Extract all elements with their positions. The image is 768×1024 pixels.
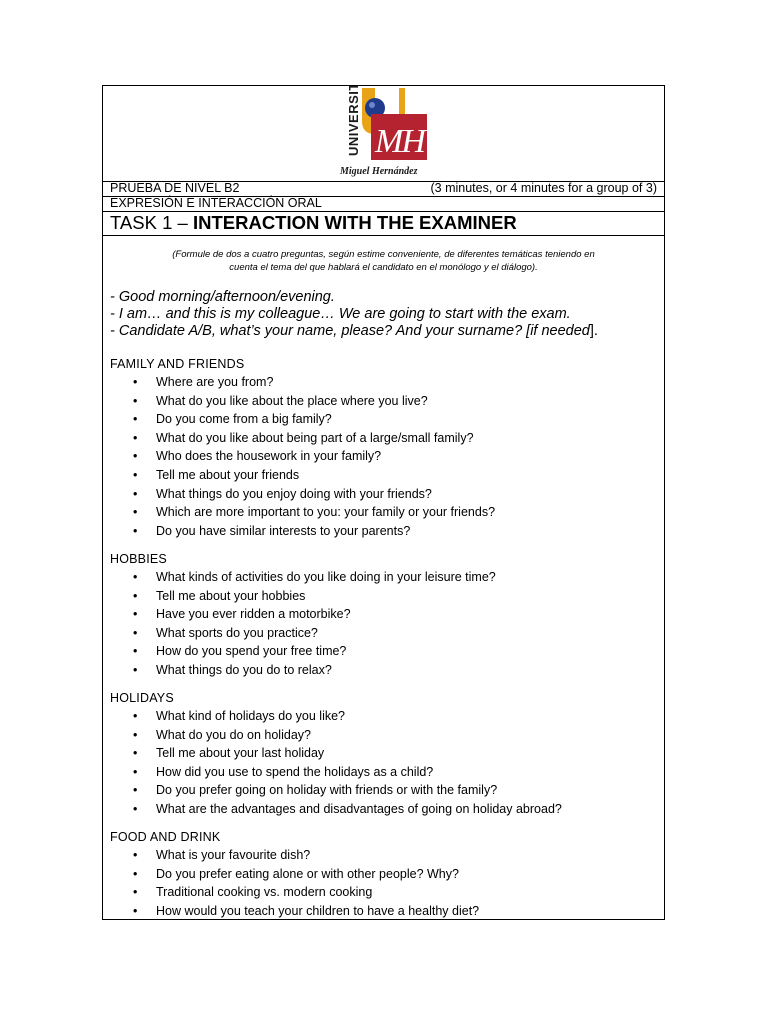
bullet: • (133, 801, 138, 816)
bullet: • (133, 523, 138, 538)
instructions-line-2: cuenta el tema del que hablará el candidato en el monólogo y el diálogo). (229, 262, 538, 273)
question-item (110, 763, 660, 782)
question-text: Where are you from? (156, 375, 274, 389)
greeting-line-3-main: - Candidate A/B, what’s your name, please? And your surname? [ (110, 323, 531, 339)
greeting-line-3-note: if needed (530, 323, 590, 339)
bullet: • (133, 746, 138, 761)
bullet: • (133, 449, 138, 464)
section-holidays (110, 689, 660, 819)
bullet: • (133, 588, 138, 603)
bullet: • (133, 625, 138, 640)
question-text: Have you ever ridden a motorbike? (156, 607, 351, 622)
logo-monogram: MH (375, 123, 424, 160)
question-list (110, 846, 660, 920)
level-row (103, 181, 664, 196)
question-item (110, 485, 660, 504)
bullet: • (133, 486, 138, 501)
question-item (110, 429, 660, 448)
question-text: How do you spend your free time? (156, 644, 347, 659)
level-label: PRUEBA DE NIVEL B2 (110, 181, 240, 195)
question-item (110, 781, 660, 800)
question-item (110, 744, 660, 763)
question-item (110, 373, 660, 392)
question-item (110, 587, 660, 606)
bullet: • (133, 662, 138, 677)
question-text: What do you like about being part of a large/small family? (156, 430, 474, 445)
bullet: • (133, 709, 138, 723)
bullet: • (133, 848, 138, 862)
question-text: Do you prefer eating alone or with other people? Why? (156, 866, 459, 881)
logo-vertical-text: UNIVERSITAS (346, 86, 361, 156)
question-text: What kinds of activities do you like doing in your leisure time? (156, 570, 496, 584)
section-label: EXPRESIÓN E INTERACCIÓN ORAL (110, 196, 322, 210)
bullet: • (133, 644, 138, 659)
question-item (110, 865, 660, 884)
logo-caption: Miguel Hernández (340, 166, 418, 177)
question-item (110, 503, 660, 522)
section-hobbies (110, 550, 660, 680)
question-item (110, 447, 660, 466)
question-text: What do you like about the place where you live? (156, 393, 428, 408)
section-title: FOOD AND DRINK (110, 830, 221, 844)
question-item (110, 522, 660, 541)
bullet: • (133, 764, 138, 779)
bullet: • (133, 505, 138, 520)
question-item (110, 883, 660, 902)
question-text: What sports do you practice? (156, 625, 318, 640)
bullet: • (133, 783, 138, 798)
question-text: Tell me about your last holiday (156, 746, 325, 761)
question-item (110, 707, 660, 726)
question-text: Traditional cooking vs. modern cooking (156, 885, 373, 900)
question-text: What is your favourite dish? (156, 848, 311, 862)
section-food (110, 828, 660, 920)
greeting-line-3 (110, 323, 598, 340)
greeting-line-1: - Good morning/afternoon/evening. (110, 289, 335, 305)
question-item (110, 726, 660, 745)
section-family (110, 355, 660, 540)
question-item (110, 624, 660, 643)
task-title (110, 212, 517, 234)
section-row (103, 196, 664, 211)
bullet: • (133, 866, 138, 881)
instructions (103, 248, 664, 274)
divider (103, 235, 664, 236)
question-list (110, 373, 660, 540)
exam-sheet (102, 85, 665, 920)
university-logo (103, 86, 666, 181)
task-prefix: TASK 1 – (110, 212, 193, 233)
question-text: What are the advantages and disadvantages of going on holiday abroad? (156, 801, 562, 816)
question-text: Tell me about your friends (156, 467, 300, 482)
bullet: • (133, 885, 138, 900)
task-heading: INTERACTION WITH THE EXAMINER (192, 212, 517, 233)
bullet: • (133, 727, 138, 742)
question-text: What do you do on holiday? (156, 727, 311, 742)
question-list (110, 568, 660, 680)
question-text: How did you use to spend the holidays as a child? (156, 764, 434, 779)
greeting-script (110, 289, 598, 340)
question-text: What kind of holidays do you like? (156, 709, 345, 723)
greeting-line-2: - I am… and this is my colleague… We are going to start with the exam. (110, 306, 571, 322)
question-item (110, 800, 660, 819)
bullet: • (133, 570, 138, 584)
question-text: How would you teach your children to have a healthy diet? (156, 903, 480, 918)
bullet: • (133, 430, 138, 445)
question-text: Do you come from a big family? (156, 412, 332, 427)
question-item (110, 902, 660, 921)
question-text: Do you have similar interests to your parents? (156, 523, 411, 538)
question-item (110, 661, 660, 680)
question-text: Who does the housework in your family? (156, 449, 382, 464)
question-item (110, 410, 660, 429)
instructions-line-1: (Formule de dos a cuatro preguntas, según estime conveniente, de diferentes temáticas teniendo en (172, 249, 595, 260)
bullet: • (133, 903, 138, 918)
greeting-line-3-end: ]. (589, 323, 598, 339)
question-item (110, 846, 660, 865)
question-item (110, 392, 660, 411)
question-text: Tell me about your hobbies (156, 588, 306, 603)
bullet: • (133, 412, 138, 427)
section-title: HOBBIES (110, 552, 167, 566)
duration-label: (3 minutes, or 4 minutes for a group of 3) (430, 181, 657, 195)
bullet: • (133, 375, 138, 389)
question-item (110, 466, 660, 485)
question-text: What things do you enjoy doing with your friends? (156, 486, 432, 501)
question-item (110, 568, 660, 587)
question-text: Which are more important to you: your family or your friends? (156, 505, 496, 520)
question-text: What things do you do to relax? (156, 662, 332, 677)
question-text: Do you prefer going on holiday with friends or with the family? (156, 783, 498, 798)
logo-row (103, 86, 664, 181)
bullet: • (133, 607, 138, 622)
section-title: HOLIDAYS (110, 691, 174, 705)
bullet: • (133, 393, 138, 408)
bullet: • (133, 467, 138, 482)
section-title: FAMILY AND FRIENDS (110, 357, 245, 371)
question-item (110, 642, 660, 661)
question-list (110, 707, 660, 819)
question-item (110, 605, 660, 624)
